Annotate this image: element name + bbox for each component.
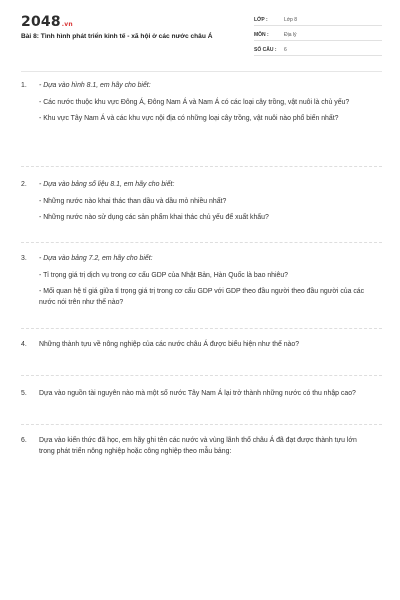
- question-number: 2.: [21, 181, 27, 188]
- question-number: 5.: [21, 390, 27, 397]
- question-text: Những thành tựu về nông nghiệp của các nước châu Á được biểu hiện như thế nào?: [39, 341, 300, 348]
- sub-question: - Khu vực Tây Nam Á và các khu vực nội địa có những loại cây trồng, vật nuôi nào phổ biến nhất?: [39, 115, 339, 122]
- question-5: [21, 389, 371, 400]
- question-3: [21, 254, 371, 308]
- sub-question: - Những nước nào khai thác than dầu và dầu mỏ nhiều nhất?: [39, 197, 227, 205]
- meta-count: [254, 44, 382, 56]
- sub-question: - Tỉ trọng giá trị dịch vụ trong cơ cấu GDP của Nhật Bản, Hàn Quốc là bao nhiêu?: [39, 271, 289, 279]
- question-number: 1.: [21, 82, 27, 89]
- question-4: [21, 340, 371, 351]
- question-divider: [21, 166, 382, 167]
- logo-text: 2048: [21, 14, 61, 30]
- meta-count-label: SỐ CÂU :: [254, 47, 277, 53]
- lesson-title: Bài 8: Tình hình phát triển kinh tế - xã hội ở các nước châu Á: [21, 33, 213, 40]
- question-6: [21, 436, 371, 457]
- question-divider: [21, 375, 382, 376]
- question-divider: [21, 424, 382, 425]
- question-number: 4.: [21, 341, 27, 348]
- sub-question: - Những nước nào sử dụng các sản phẩm khai thác chủ yếu để xuất khẩu?: [39, 214, 269, 221]
- question-text: Dựa vào nguồn tài nguyên nào mà một số nước Tây Nam Á lại trở thành những nước có thu nhập cao?: [39, 390, 356, 397]
- question-divider: [21, 242, 382, 243]
- sub-question: - Các nước thuộc khu vực Đông Á, Đông Nam Á và Nam Á có các loại cây trồng, vật nuôi là chủ yếu?: [39, 98, 350, 106]
- meta-count-value: 6: [284, 47, 287, 53]
- meta-subject-label: MÔN :: [254, 32, 269, 38]
- header-divider: [21, 71, 382, 72]
- question-intro: - Dựa vào hình 8.1, em hãy cho biết:: [39, 82, 151, 89]
- question-1: [21, 81, 371, 125]
- meta-subject-value: Địa lý: [284, 32, 297, 38]
- question-number: 3.: [21, 255, 27, 262]
- question-number: 6.: [21, 437, 27, 444]
- site-logo[interactable]: [21, 14, 73, 30]
- logo-suffix: .vn: [61, 21, 73, 28]
- sub-question: - Mối quan hệ tỉ giá giữa tỉ trọng giá trị trong cơ cấu GDP với GDP theo đầu người theo đầu người của các nước nói trên như thế nào?: [39, 288, 365, 306]
- meta-class: [254, 14, 382, 26]
- meta-class-value: Lớp 8: [284, 17, 298, 23]
- question-intro: - Dựa vào bảng số liệu 8.1, em hãy cho biết:: [39, 181, 175, 188]
- question-divider: [21, 328, 382, 329]
- meta-class-label: LỚP :: [254, 17, 268, 23]
- question-intro: - Dựa vào bảng 7.2, em hãy cho biết:: [39, 255, 153, 262]
- meta-subject: [254, 29, 382, 41]
- question-text: Dựa vào kiến thức đã học, em hãy ghi tên các nước và vùng lãnh thổ châu Á đã đạt được thành tựu lớn trong phát triển nông nghiệp hoặc công nghiệp theo mẫu bảng:: [39, 437, 357, 455]
- question-2: [21, 180, 371, 224]
